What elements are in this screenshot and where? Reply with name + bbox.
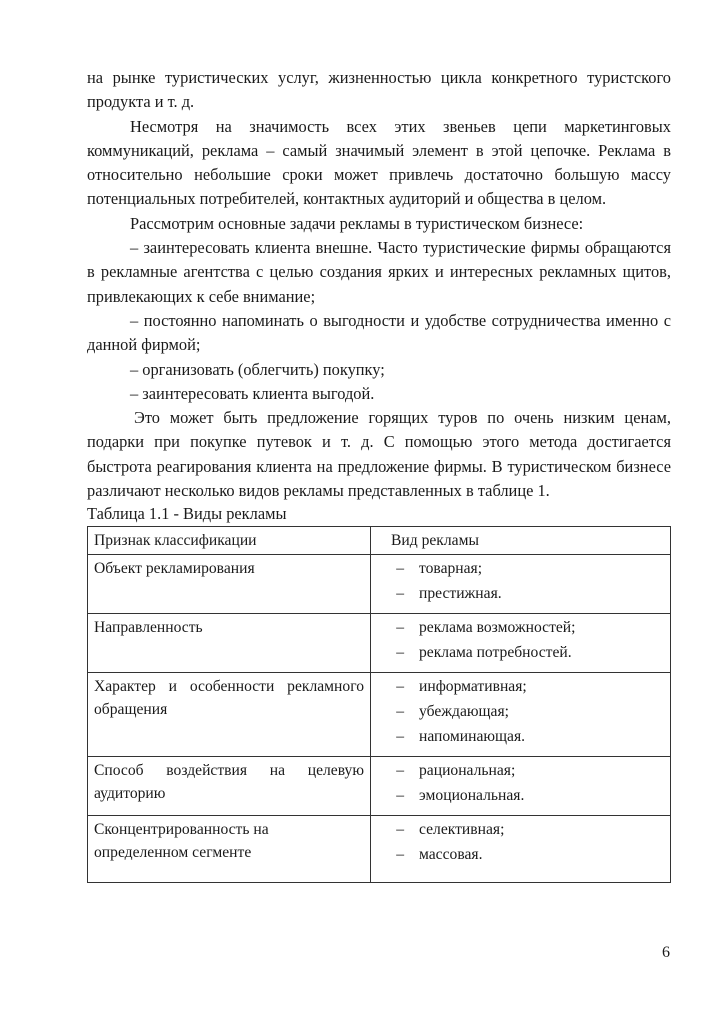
types-cell: [371, 614, 671, 673]
criterion-cell: Характер и особенности рекламного обращения: [88, 673, 371, 757]
paragraph-2: Несмотря на значимость всех этих звеньев цепи маркетинговых коммуникаций, реклама – самый значимый элемент в этой цепочке. Реклама в относительно небольшие сроки может привлечь достаточно большую массу потенциальных потребителей, контактных аудиторий и общества в целом.: [87, 116, 671, 209]
paragraph-1: на рынке туристических услуг, жизненностью цикла конкретного туристского продукта и т. д.: [87, 68, 671, 112]
criterion-cell: Направленность: [88, 614, 371, 673]
document-page: [87, 66, 671, 883]
ad-types-table: [87, 526, 671, 883]
type-label: реклама потребностей.: [419, 644, 572, 662]
dash-marker: –: [396, 619, 404, 637]
dash-marker: –: [396, 762, 404, 780]
dash-marker: –: [396, 821, 404, 839]
criterion-cell: Объект рекламирования: [88, 555, 371, 614]
table-row: [88, 555, 671, 614]
dash-marker: –: [396, 560, 404, 578]
table-row: [88, 757, 671, 816]
type-item: [371, 784, 664, 809]
dash-marker: –: [396, 787, 404, 805]
header-criterion: Признак классификации: [88, 527, 371, 555]
type-item: [371, 616, 664, 641]
type-item: [371, 641, 664, 666]
type-label: реклама возможностей;: [419, 619, 576, 637]
type-label: эмоциональная.: [419, 787, 525, 805]
criterion-cell: Способ воздействия на целевую аудиторию: [88, 757, 371, 816]
dash-marker: –: [396, 644, 404, 662]
types-cell: [371, 673, 671, 757]
type-label: напоминающая.: [419, 728, 526, 746]
type-label: селективная;: [419, 821, 505, 839]
type-item: [371, 557, 664, 582]
page-number: 6: [662, 944, 670, 961]
task-item-1: – заинтересовать клиента внешне. Часто туристические фирмы обращаются в рекламные агентства с целью создания ярких и интересных рекламных щитов, привлекающих к себе внимание;: [87, 238, 671, 306]
dash-marker: –: [396, 703, 404, 721]
type-item: [371, 759, 664, 784]
type-item: [371, 675, 664, 700]
type-label: товарная;: [419, 560, 483, 578]
header-type: Вид рекламы: [371, 527, 671, 555]
task-item-4: – заинтересовать клиента выгодой.: [130, 383, 375, 403]
type-label: престижная.: [419, 585, 502, 603]
criterion-cell: Сконцентрированность на определенном сегменте: [88, 816, 371, 883]
task-item-2: – постоянно напоминать о выгодности и удобстве сотрудничества именно с данной фирмой;: [87, 310, 671, 355]
dash-marker: –: [396, 678, 404, 696]
task-item-3: – организовать (облегчить) покупку;: [130, 359, 385, 379]
table-header-row: [88, 527, 671, 555]
table-caption: Таблица 1.1 - Виды рекламы: [87, 504, 287, 524]
types-cell: [371, 816, 671, 883]
type-item: [371, 700, 664, 725]
table-row: [88, 673, 671, 757]
paragraph-4: Это может быть предложение горящих туров по очень низким ценам, подарки при покупке путевок и т. д. С помощью этого метода достигается быстрота реагирования клиента на предложение фирмы. В туристическом бизнесе различают несколько видов рекламы представленных в таблице 1.: [87, 408, 671, 501]
dash-marker: –: [396, 728, 404, 746]
table-row: [88, 614, 671, 673]
dash-marker: –: [396, 585, 404, 603]
types-cell: [371, 555, 671, 614]
type-item: [371, 582, 664, 607]
type-label: рациональная;: [419, 762, 516, 780]
type-label: массовая.: [419, 846, 483, 864]
types-cell: [371, 757, 671, 816]
type-item: [371, 818, 664, 843]
type-label: информативная;: [419, 678, 527, 696]
type-item: [371, 843, 664, 868]
type-label: убеждающая;: [419, 703, 509, 721]
table-row: [88, 816, 671, 883]
type-item: [371, 725, 664, 750]
dash-marker: –: [396, 846, 404, 864]
paragraph-3: Рассмотрим основные задачи рекламы в туристическом бизнесе:: [130, 213, 584, 233]
